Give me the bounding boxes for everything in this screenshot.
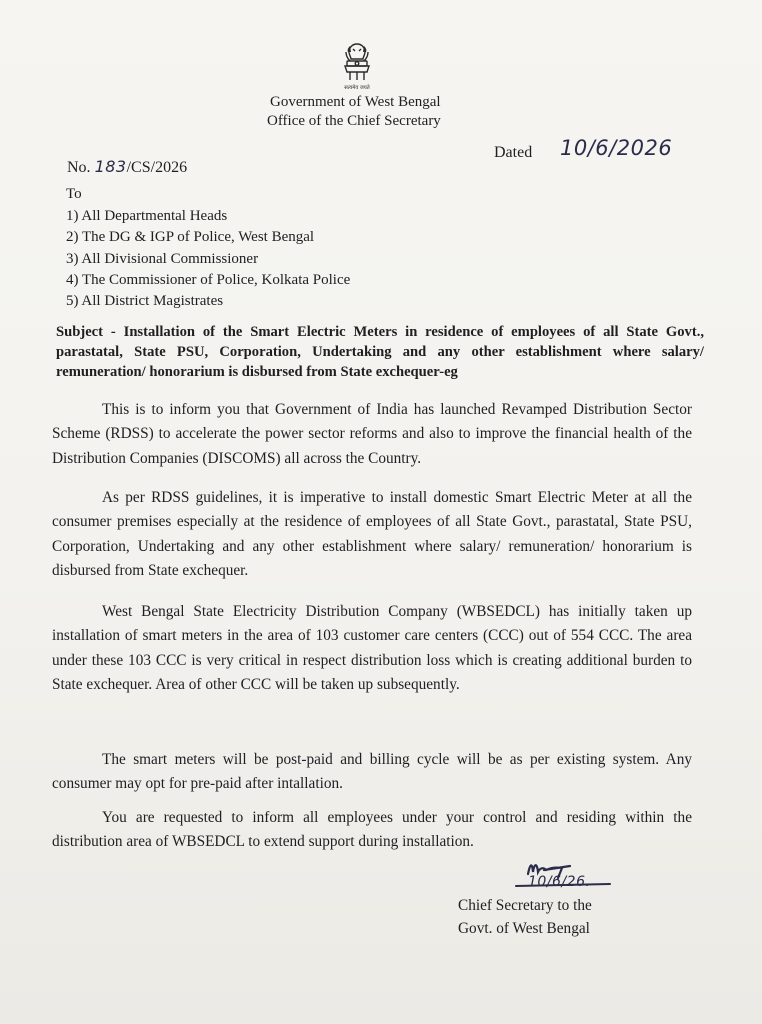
body-paragraph-3: West Bengal State Electricity Distribution Company (WBSEDCL) has initially taken up installation of smart meters in the area of 103 customer care centers (CCC) out of 554 CCC. The area under these 103 CCC is very critical in respect distribution loss which is creating additional burden to State exchequer. Area of other CCC will be taken up subsequently. [52, 603, 692, 694]
date-handwritten: 10/6/2026 [560, 136, 673, 160]
recipient-item: 3) All Divisional Commissioner [66, 250, 259, 267]
body-paragraph-4: The smart meters will be post-paid and billing cycle will be as per existing system. Any consumer may opt for pre-paid after intallation. [52, 751, 692, 793]
state-emblem-icon [338, 40, 376, 94]
reference-prefix: No. [67, 159, 91, 176]
signatory-organization: Govt. of West Bengal [458, 920, 590, 937]
header-government: Government of West Bengal [270, 94, 441, 110]
signatory-title: Chief Secretary to the [458, 897, 592, 914]
recipient-list [66, 206, 350, 312]
emblem-caption: सत्यमेव जयते [344, 85, 370, 91]
date-label: Dated [494, 144, 533, 161]
signature-handwritten-date: 10/6/26. [528, 874, 591, 890]
body-paragraph-2: As per RDSS guidelines, it is imperative to install domestic Smart Electric Meter at all the consumer premises especially at the residence of employees of all State Govt., parastatal, State PSU, Corporation, Undertaking and any other establishment where salary/ remuneration/ honorarium is disbursed from State exchequer. [52, 489, 692, 580]
recipient-item: 2) The DG & IGP of Police, West Bengal [66, 229, 315, 246]
signatory-block [458, 894, 592, 940]
recipient-item: 4) The Commissioner of Police, Kolkata Police [66, 271, 351, 288]
recipient-item: 5) All District Magistrates [66, 293, 224, 310]
recipient-item: 1) All Departmental Heads [66, 208, 228, 224]
reference-suffix: /CS/2026 [126, 159, 188, 176]
reference-handwritten-number: 183 [94, 157, 127, 176]
to-label: To [66, 186, 82, 202]
subject-line: Subject - Installation of the Smart Electric Meters in residence of employees of all State Govt., parastatal, State PSU, Corporation, Undertaking and any other establishment where salary/ remuneration/ honorarium is disbursed from State exchequer-eg [56, 324, 704, 380]
body-paragraph-5: You are requested to inform all employees under your control and residing within the distribution area of WBSEDCL to extend support during installation. [52, 809, 692, 851]
body-paragraph-1: This is to inform you that Government of India has launched Revamped Distribution Sector Scheme (RDSS) to accelerate the power sector reforms and also to improve the financial health of the Distribution Companies (DISCOMS) all across the Country. [52, 401, 692, 467]
reference-number [67, 157, 187, 177]
header-office: Office of the Chief Secretary [267, 113, 441, 129]
